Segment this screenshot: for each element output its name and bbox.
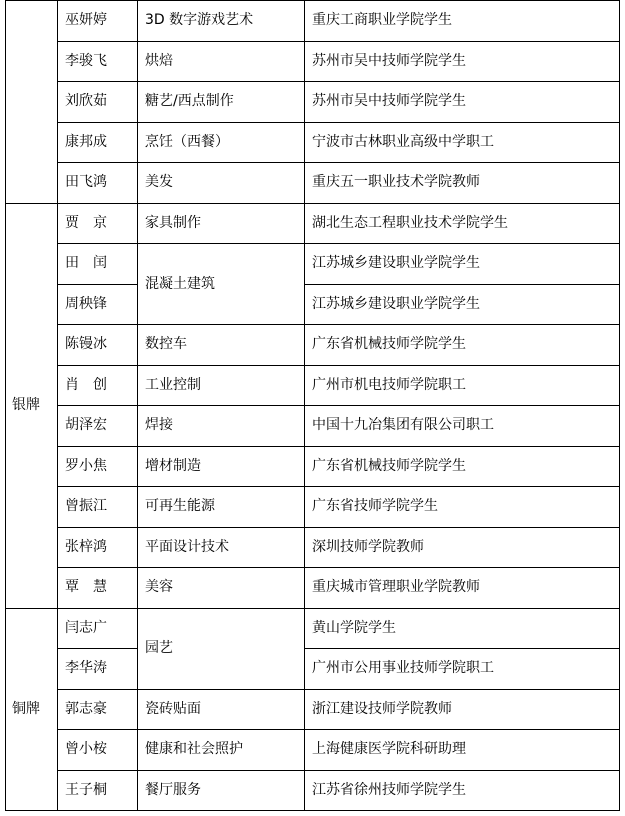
event-name: 增材制造 — [138, 446, 305, 487]
organization: 深圳技师学院教师 — [305, 527, 620, 568]
event-name: 混凝土建筑 — [138, 244, 305, 325]
organization: 广东省机械技师学院学生 — [305, 325, 620, 366]
table-row — [6, 122, 620, 163]
event-name: 美发 — [138, 163, 305, 204]
table-row — [6, 325, 620, 366]
winner-name: 曾振江 — [58, 487, 138, 528]
event-name: 美容 — [138, 568, 305, 609]
table-row — [6, 527, 620, 568]
organization: 上海健康医学院科研助理 — [305, 730, 620, 771]
organization: 广州市公用事业技师学院职工 — [305, 649, 620, 690]
winner-name: 巫妍婷 — [58, 1, 138, 42]
table-row — [6, 284, 620, 325]
organization: 江苏省徐州技师学院学生 — [305, 770, 620, 811]
table-row — [6, 365, 620, 406]
table-row — [6, 1, 620, 42]
winner-name: 周秧锋 — [58, 284, 138, 325]
event-name: 3D 数字游戏艺术 — [138, 1, 305, 42]
organization: 重庆五一职业技术学院教师 — [305, 163, 620, 204]
event-name: 家具制作 — [138, 203, 305, 244]
organization: 广东省机械技师学院学生 — [305, 446, 620, 487]
winner-name: 肖 创 — [58, 365, 138, 406]
table-row — [6, 163, 620, 204]
winner-name: 王子桐 — [58, 770, 138, 811]
winner-name: 康邦成 — [58, 122, 138, 163]
organization: 广州市机电技师学院职工 — [305, 365, 620, 406]
organization: 重庆工商职业学院学生 — [305, 1, 620, 42]
event-name: 工业控制 — [138, 365, 305, 406]
winner-name: 曾小桉 — [58, 730, 138, 771]
table-row — [6, 487, 620, 528]
winner-name: 李华涛 — [58, 649, 138, 690]
winner-name: 田飞鸿 — [58, 163, 138, 204]
table-row — [6, 689, 620, 730]
event-name: 烹饪（西餐） — [138, 122, 305, 163]
organization: 重庆城市管理职业学院教师 — [305, 568, 620, 609]
organization: 宁波市古林职业高级中学职工 — [305, 122, 620, 163]
event-name: 健康和社会照护 — [138, 730, 305, 771]
table-row — [6, 446, 620, 487]
winner-name: 贾 京 — [58, 203, 138, 244]
winner-name: 闫志广 — [58, 608, 138, 649]
event-name: 餐厅服务 — [138, 770, 305, 811]
organization: 湖北生态工程职业技术学院学生 — [305, 203, 620, 244]
event-name: 平面设计技术 — [138, 527, 305, 568]
winner-name: 胡泽宏 — [58, 406, 138, 447]
winner-name: 李骏飞 — [58, 41, 138, 82]
event-name: 数控车 — [138, 325, 305, 366]
winner-name: 郭志豪 — [58, 689, 138, 730]
event-name: 焊接 — [138, 406, 305, 447]
winner-name: 田 闰 — [58, 244, 138, 285]
winner-name: 罗小焦 — [58, 446, 138, 487]
organization: 苏州市吴中技师学院学生 — [305, 82, 620, 123]
organization: 黄山学院学生 — [305, 608, 620, 649]
organization: 中国十九冶集团有限公司职工 — [305, 406, 620, 447]
table-row — [6, 203, 620, 244]
medal-cell-silver: 银牌 — [6, 203, 58, 608]
table-row — [6, 608, 620, 649]
table-row — [6, 82, 620, 123]
winner-name: 刘欣茹 — [58, 82, 138, 123]
medal-cell-bronze: 铜牌 — [6, 608, 58, 811]
organization: 江苏城乡建设职业学院学生 — [305, 284, 620, 325]
table-row — [6, 770, 620, 811]
organization: 浙江建设技师学院教师 — [305, 689, 620, 730]
table-row — [6, 649, 620, 690]
table-row — [6, 730, 620, 771]
award-winners-table — [5, 0, 620, 811]
winner-name: 张梓鸿 — [58, 527, 138, 568]
winner-name: 覃 慧 — [58, 568, 138, 609]
winner-name: 陈镘冰 — [58, 325, 138, 366]
organization: 苏州市吴中技师学院学生 — [305, 41, 620, 82]
event-name: 可再生能源 — [138, 487, 305, 528]
organization: 广东省技师学院学生 — [305, 487, 620, 528]
medal-cell — [6, 1, 58, 204]
table-row — [6, 244, 620, 285]
event-name: 糖艺/西点制作 — [138, 82, 305, 123]
organization: 江苏城乡建设职业学院学生 — [305, 244, 620, 285]
event-name: 园艺 — [138, 608, 305, 689]
table-row — [6, 406, 620, 447]
event-name: 烘焙 — [138, 41, 305, 82]
event-name: 瓷砖贴面 — [138, 689, 305, 730]
table-row — [6, 41, 620, 82]
table-row — [6, 568, 620, 609]
